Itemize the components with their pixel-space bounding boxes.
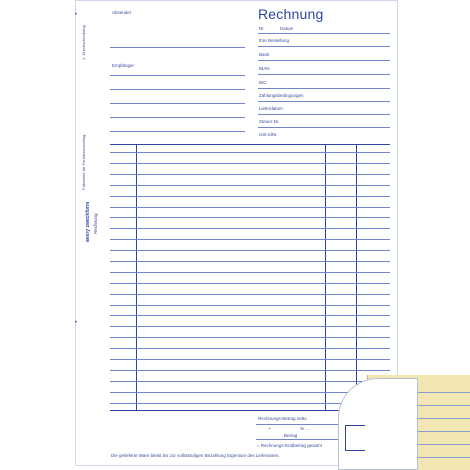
table-row-line bbox=[110, 217, 390, 218]
field-label-delivery: Lieferdatum bbox=[259, 106, 283, 111]
table-row-line bbox=[110, 305, 390, 306]
field-line-taxno bbox=[258, 127, 390, 128]
margin-fold-label: Faltmarke für Fensterumschlag bbox=[81, 134, 86, 190]
recipient-label: Empfänger bbox=[112, 63, 135, 68]
field-line-bic bbox=[258, 88, 390, 89]
field-label-nr: Nr. bbox=[259, 26, 265, 31]
table-row-line bbox=[110, 337, 390, 338]
brand-logo: avery zweckform bbox=[85, 201, 91, 242]
recipient-line-2 bbox=[110, 89, 245, 90]
field-label-terms: Zahlungsbedingungen bbox=[259, 93, 304, 98]
net-amount-label: Rechnungs-Betrag netto bbox=[258, 416, 307, 421]
table-row-line bbox=[110, 250, 390, 251]
table-row-line bbox=[110, 196, 390, 197]
table-row-line bbox=[110, 283, 390, 284]
recipient-line-3 bbox=[110, 103, 245, 104]
field-line-order bbox=[258, 46, 390, 47]
table-row-line bbox=[110, 294, 390, 295]
field-line-delivery bbox=[258, 114, 390, 115]
field-line-terms bbox=[258, 101, 390, 102]
table-row-line bbox=[110, 163, 390, 164]
sender-label: Absender bbox=[112, 10, 132, 15]
net-amount-line bbox=[256, 424, 340, 425]
margin-doc-label: Rechnung bbox=[93, 213, 98, 234]
table-row-line bbox=[110, 174, 390, 175]
table-row-line bbox=[110, 185, 390, 186]
field-label-datum: Datum bbox=[280, 26, 294, 31]
field-line-bank bbox=[258, 60, 390, 61]
vat-plus-sign: + bbox=[268, 426, 271, 431]
sender-line bbox=[110, 47, 245, 48]
table-row-line bbox=[110, 228, 390, 229]
curl-total-box-side bbox=[345, 425, 346, 450]
field-label-order: Ihre Bestellung bbox=[259, 38, 290, 43]
table-row-line bbox=[110, 370, 390, 371]
table-row-line bbox=[110, 359, 390, 360]
table-row-line bbox=[110, 261, 390, 262]
retention-note: Die gelieferte Ware bleibt bis zur vollständigen Bezahlung Eigentum des Lieferanten. bbox=[111, 453, 280, 458]
fold-mark-icon: • bbox=[75, 320, 78, 326]
total-amount-label: = Rechnungs-Endbetrag gesamt bbox=[257, 443, 322, 448]
recipient-line-5 bbox=[110, 131, 245, 132]
field-label-vatid: USt-IdNr. bbox=[259, 132, 278, 137]
table-row-line bbox=[110, 152, 390, 153]
table-row-line bbox=[110, 315, 390, 316]
recipient-line-1 bbox=[110, 75, 245, 76]
page-title: Rechnung bbox=[258, 6, 324, 22]
field-label-bank: Bank bbox=[259, 52, 270, 57]
field-line-iban bbox=[258, 74, 390, 75]
field-line-nr bbox=[258, 33, 390, 34]
table-row-line bbox=[110, 239, 390, 240]
punch-mark-icon: • bbox=[75, 12, 78, 18]
table-row-line bbox=[110, 326, 390, 327]
table-row-line bbox=[110, 207, 390, 208]
table-row-line bbox=[110, 381, 390, 382]
field-label-iban: IBAN bbox=[259, 66, 270, 71]
vat-amount-line bbox=[256, 439, 340, 440]
curl-total-box-bottom bbox=[345, 450, 365, 451]
table-top-border bbox=[110, 144, 390, 145]
vat-amount-label: Betrag bbox=[284, 433, 298, 438]
recipient-line-4 bbox=[110, 117, 245, 118]
vat-percent-label: % ... bbox=[300, 426, 310, 431]
table-row-line bbox=[110, 348, 390, 349]
field-label-taxno: Steuer-Nr. bbox=[259, 119, 280, 124]
curl-total-box-top bbox=[345, 425, 365, 426]
field-label-bic: BIC bbox=[259, 80, 267, 85]
table-row-line bbox=[110, 272, 390, 273]
page-curl bbox=[338, 378, 418, 470]
margin-copy-label: 1. Durchschreibung bbox=[81, 25, 86, 60]
